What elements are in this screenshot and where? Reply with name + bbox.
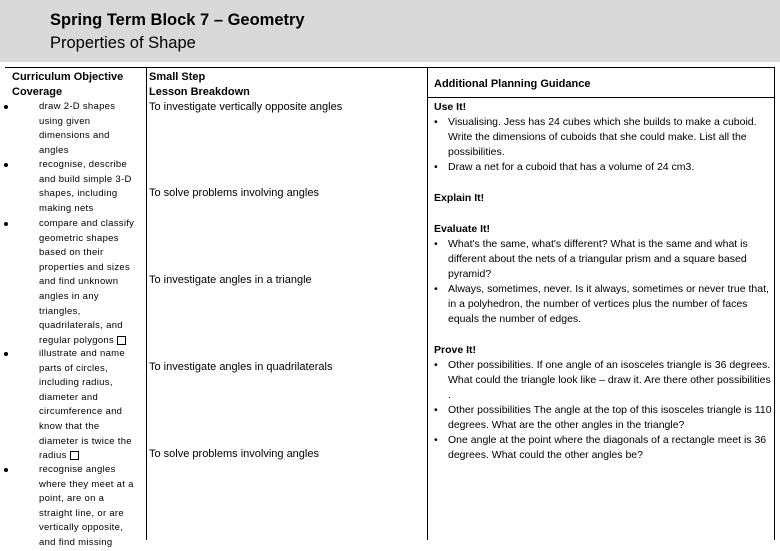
prove-it-heading: Prove It! [434, 344, 477, 356]
objective-text: recognise angles where they meet at a point, are on a straight line, or are vertically opposite, and find missing [39, 464, 134, 548]
table-top-border [5, 67, 774, 68]
page-title: Spring Term Block 7 – Geometry [50, 11, 305, 29]
objective-text: compare and classify geometric shapes based on their properties and sizes and find unknown angles in any triangles, quadrilaterals, and regular polygons [39, 218, 135, 346]
bullet-icon [4, 222, 8, 226]
explain-it-heading: Explain It! [434, 192, 485, 204]
guidance-bullet: • Visualising. Jess has 24 cubes which she builds to make a cuboid. Write the dimensions of cuboids that she could make. List all the possibilities. [434, 115, 774, 160]
guidance-explain-it [434, 191, 774, 206]
col2-header-line1: Small Step [149, 71, 206, 83]
checkbox-square-icon [117, 336, 126, 345]
page-subtitle: Properties of Shape [50, 34, 196, 52]
small-step-4: To investigate angles in quadrilaterals [149, 361, 333, 373]
objective-text: illustrate and name parts of circles, including radius, diameter and circumference and know that the diameter is twice the radius [39, 348, 132, 462]
guidance-prove-it [434, 343, 774, 463]
guidance-bullet: • Other possibilities The angle at the top of this isosceles triangle is 110 degrees. What are the other angles in the triangle? [434, 403, 774, 433]
col3-header: Additional Planning Guidance [434, 78, 591, 90]
checkbox-square-icon [70, 451, 79, 460]
evaluate-it-heading: Evaluate It! [434, 223, 491, 235]
guidance-evaluate-it [434, 222, 774, 327]
guidance-bullet: • One angle at the point where the diagonals of a rectangle meet is 36 degrees. What could the other angles be? [434, 433, 774, 463]
small-step-3: To investigate angles in a triangle [149, 274, 312, 286]
col2-header-line2: Lesson Breakdown [149, 86, 250, 98]
guidance-bullet: • Always, sometimes, never. Is it always, sometimes or never true that, in a polyhedron, the number of vertices plus the number of faces equals the number of edges. [434, 282, 774, 327]
small-step-1: To investigate vertically opposite angles [149, 101, 343, 113]
bullet-icon [4, 163, 8, 167]
guidance-bullet: • Other possibilities. If one angle of an isosceles triangle is 36 degrees. What could the triangle look like – draw it. Are there other possibilities . [434, 358, 774, 403]
table-header-divider [427, 97, 774, 98]
table-right-border [774, 67, 775, 540]
use-it-heading: Use It! [434, 101, 467, 113]
table-divider-col1 [146, 67, 147, 540]
objective-text: recognise, describe and build simple 3-D shapes, including making nets [39, 159, 132, 214]
col1-header-line1: Curriculum Objective [12, 71, 124, 83]
guidance-use-it [434, 100, 774, 175]
guidance-bullet: • Draw a net for a cuboid that has a volume of 24 cm3. [434, 160, 774, 175]
col1-header-line2: Coverage [12, 86, 63, 98]
table-divider-col2 [427, 67, 428, 540]
bullet-icon [4, 468, 8, 472]
small-step-5: To solve problems involving angles [149, 448, 319, 460]
guidance-bullet: • What's the same, what's different? What is the same and what is different about the nets of a triangular prism and a square based pyramid? [434, 237, 774, 282]
small-step-2: To solve problems involving angles [149, 187, 319, 199]
objective-text: draw 2-D shapes using given dimensions and angles [39, 101, 116, 156]
bullet-icon [4, 352, 8, 356]
bullet-icon [4, 105, 8, 109]
